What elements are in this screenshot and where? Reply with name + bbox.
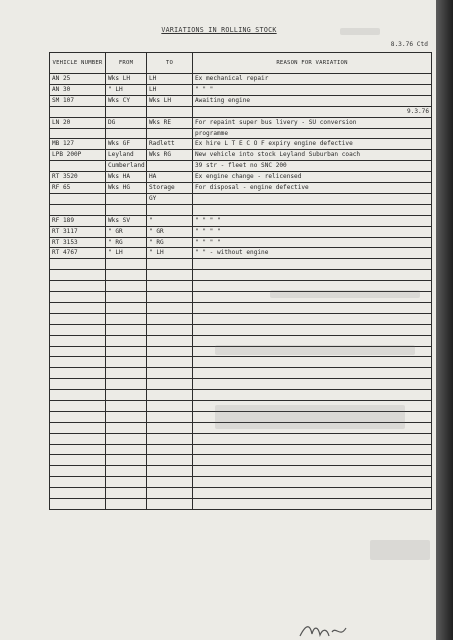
cell-reason: " " " " bbox=[193, 226, 432, 237]
cell-reason: " " - without engine bbox=[193, 248, 432, 259]
table-row-empty bbox=[50, 368, 432, 379]
table-row bbox=[50, 128, 432, 139]
cell-from: DG bbox=[106, 117, 147, 128]
table-row bbox=[50, 117, 432, 128]
cell-vehicle-number: LN 20 bbox=[50, 117, 106, 128]
cell-from bbox=[106, 193, 147, 204]
cell-reason bbox=[193, 444, 432, 455]
table-row-empty bbox=[50, 270, 432, 281]
cell-vehicle-number: RT 3117 bbox=[50, 226, 106, 237]
table-row bbox=[50, 237, 432, 248]
table-row bbox=[50, 248, 432, 259]
cell-from bbox=[106, 281, 147, 292]
cell-to: LH bbox=[147, 74, 193, 85]
cell-vehicle-number bbox=[50, 335, 106, 346]
table-row-empty bbox=[50, 488, 432, 499]
table-row-empty bbox=[50, 477, 432, 488]
cell-reason bbox=[193, 455, 432, 466]
cell-vehicle-number bbox=[50, 204, 106, 215]
cell-reason bbox=[193, 368, 432, 379]
cell-reason: " " " " bbox=[193, 237, 432, 248]
cell-from: Wks SV bbox=[106, 215, 147, 226]
cell-reason: Ex engine change - relicensed bbox=[193, 172, 432, 183]
cell-to: " LH bbox=[147, 248, 193, 259]
cell-to bbox=[147, 292, 193, 303]
cell-vehicle-number bbox=[50, 433, 106, 444]
cell-vehicle-number bbox=[50, 292, 106, 303]
cell-to bbox=[147, 204, 193, 215]
table-row-empty bbox=[50, 390, 432, 401]
header-from: FROM bbox=[106, 53, 147, 74]
cell-vehicle-number bbox=[50, 488, 106, 499]
document-date: 8.3.76 Ctd bbox=[390, 41, 428, 48]
cell-vehicle-number bbox=[50, 400, 106, 411]
cell-vehicle-number: MB 127 bbox=[50, 139, 106, 150]
cell-vehicle-number: RT 4767 bbox=[50, 248, 106, 259]
document-title: VARIATIONS IN ROLLING STOCK bbox=[161, 26, 277, 34]
table-row-empty bbox=[50, 444, 432, 455]
cell-from: Wks CY bbox=[106, 95, 147, 106]
cell-vehicle-number bbox=[50, 444, 106, 455]
table-row bbox=[50, 226, 432, 237]
cell-vehicle-number bbox=[50, 128, 106, 139]
cell-to bbox=[147, 411, 193, 422]
cell-reason bbox=[193, 259, 432, 270]
cell-reason: 39 str - fleet no SNC 200 bbox=[193, 161, 432, 172]
cell-reason: For disposal - engine defective bbox=[193, 183, 432, 194]
cell-from: Cumberland bbox=[106, 161, 147, 172]
cell-reason: Ex hire L T E C O F expiry engine defective bbox=[193, 139, 432, 150]
cell-from bbox=[106, 379, 147, 390]
cell-vehicle-number bbox=[50, 106, 106, 117]
cell-from bbox=[106, 313, 147, 324]
table-row-empty bbox=[50, 498, 432, 509]
cell-to bbox=[147, 346, 193, 357]
cell-from: Leyland bbox=[106, 150, 147, 161]
cell-to: Wks RE bbox=[147, 117, 193, 128]
table-row bbox=[50, 215, 432, 226]
cell-vehicle-number bbox=[50, 357, 106, 368]
cell-from: " GR bbox=[106, 226, 147, 237]
cell-from: Wks HA bbox=[106, 172, 147, 183]
cell-from bbox=[106, 368, 147, 379]
table-row bbox=[50, 161, 432, 172]
cell-from bbox=[106, 292, 147, 303]
header-vehicle-number: VEHICLE NUMBER bbox=[50, 53, 106, 74]
cell-to: Storage bbox=[147, 183, 193, 194]
header-to: TO bbox=[147, 53, 193, 74]
cell-to bbox=[147, 302, 193, 313]
cell-vehicle-number bbox=[50, 466, 106, 477]
cell-to: HA bbox=[147, 172, 193, 183]
cell-to bbox=[147, 281, 193, 292]
cell-reason bbox=[193, 313, 432, 324]
cell-vehicle-number bbox=[50, 390, 106, 401]
cell-from bbox=[106, 488, 147, 499]
cell-vehicle-number bbox=[50, 281, 106, 292]
cell-to: Wks RG bbox=[147, 150, 193, 161]
cell-from: " LH bbox=[106, 248, 147, 259]
smudge bbox=[270, 290, 420, 298]
cell-vehicle-number: RF 189 bbox=[50, 215, 106, 226]
cell-reason: " " " " bbox=[193, 215, 432, 226]
table-row-empty bbox=[50, 324, 432, 335]
cell-from bbox=[106, 302, 147, 313]
cell-to: LH bbox=[147, 84, 193, 95]
cell-from bbox=[106, 346, 147, 357]
cell-from bbox=[106, 422, 147, 433]
cell-to: " bbox=[147, 215, 193, 226]
cell-to bbox=[147, 259, 193, 270]
cell-reason: programme bbox=[193, 128, 432, 139]
cell-to bbox=[147, 161, 193, 172]
table-row bbox=[50, 193, 432, 204]
cell-to bbox=[147, 498, 193, 509]
cell-from bbox=[106, 498, 147, 509]
cell-from bbox=[106, 335, 147, 346]
table-row bbox=[50, 106, 432, 117]
cell-from bbox=[106, 400, 147, 411]
cell-vehicle-number bbox=[50, 411, 106, 422]
cell-from bbox=[106, 433, 147, 444]
smudge bbox=[370, 540, 430, 560]
table-row bbox=[50, 74, 432, 85]
cell-to: Radlett bbox=[147, 139, 193, 150]
cell-vehicle-number bbox=[50, 455, 106, 466]
cell-to bbox=[147, 488, 193, 499]
table-row bbox=[50, 139, 432, 150]
cell-to: " GR bbox=[147, 226, 193, 237]
cell-vehicle-number bbox=[50, 313, 106, 324]
cell-to bbox=[147, 379, 193, 390]
cell-vehicle-number: AN 30 bbox=[50, 84, 106, 95]
cell-reason bbox=[193, 488, 432, 499]
cell-to bbox=[147, 313, 193, 324]
cell-reason bbox=[193, 302, 432, 313]
table-row-empty bbox=[50, 466, 432, 477]
cell-to bbox=[147, 400, 193, 411]
cell-vehicle-number: RT 3520 bbox=[50, 172, 106, 183]
cell-reason: Awaiting engine bbox=[193, 95, 432, 106]
cell-from bbox=[106, 444, 147, 455]
rolling-stock-table bbox=[49, 52, 432, 510]
table-row bbox=[50, 183, 432, 194]
table-row bbox=[50, 204, 432, 215]
table-row-empty bbox=[50, 357, 432, 368]
cell-from bbox=[106, 270, 147, 281]
cell-vehicle-number: RF 65 bbox=[50, 183, 106, 194]
cell-reason: For repaint super bus livery - SU conversion bbox=[193, 117, 432, 128]
cell-from bbox=[106, 455, 147, 466]
table-row bbox=[50, 95, 432, 106]
cell-vehicle-number: AN 25 bbox=[50, 74, 106, 85]
cell-vehicle-number bbox=[50, 498, 106, 509]
header-reason: REASON FOR VARIATION bbox=[193, 53, 432, 74]
cell-reason: Ex mechanical repair bbox=[193, 74, 432, 85]
signature-icon bbox=[296, 620, 356, 640]
cell-to: GY bbox=[147, 193, 193, 204]
cell-from bbox=[106, 204, 147, 215]
cell-from bbox=[106, 477, 147, 488]
cell-vehicle-number bbox=[50, 368, 106, 379]
table-header-row bbox=[50, 53, 432, 74]
cell-reason bbox=[193, 270, 432, 281]
cell-reason: New vehicle into stock Leyland Suburban coach bbox=[193, 150, 432, 161]
cell-from bbox=[106, 357, 147, 368]
cell-from: Wks LH bbox=[106, 74, 147, 85]
cell-vehicle-number bbox=[50, 477, 106, 488]
cell-to bbox=[147, 433, 193, 444]
cell-from: " RG bbox=[106, 237, 147, 248]
cell-to bbox=[147, 106, 193, 117]
cell-reason bbox=[193, 466, 432, 477]
cell-vehicle-number: RT 3153 bbox=[50, 237, 106, 248]
cell-to bbox=[147, 444, 193, 455]
cell-reason: " " " bbox=[193, 84, 432, 95]
cell-vehicle-number bbox=[50, 346, 106, 357]
table-row-empty bbox=[50, 379, 432, 390]
table-row-empty bbox=[50, 302, 432, 313]
table-row bbox=[50, 150, 432, 161]
cell-reason bbox=[193, 379, 432, 390]
table-row bbox=[50, 172, 432, 183]
table-row-empty bbox=[50, 455, 432, 466]
cell-to bbox=[147, 477, 193, 488]
scan-edge bbox=[436, 0, 453, 640]
cell-to bbox=[147, 324, 193, 335]
cell-from bbox=[106, 259, 147, 270]
cell-vehicle-number: SM 107 bbox=[50, 95, 106, 106]
cell-reason bbox=[193, 477, 432, 488]
cell-from bbox=[106, 466, 147, 477]
cell-to bbox=[147, 335, 193, 346]
cell-reason bbox=[193, 390, 432, 401]
cell-to: Wks LH bbox=[147, 95, 193, 106]
smudge bbox=[340, 28, 380, 35]
smudge bbox=[215, 405, 405, 429]
cell-from bbox=[106, 411, 147, 422]
cell-reason bbox=[193, 324, 432, 335]
cell-vehicle-number bbox=[50, 302, 106, 313]
cell-vehicle-number bbox=[50, 161, 106, 172]
smudge bbox=[215, 345, 415, 355]
cell-to bbox=[147, 270, 193, 281]
table-row bbox=[50, 84, 432, 95]
cell-to bbox=[147, 390, 193, 401]
cell-vehicle-number bbox=[50, 379, 106, 390]
cell-from: Wks GF bbox=[106, 139, 147, 150]
cell-from bbox=[106, 324, 147, 335]
cell-vehicle-number bbox=[50, 259, 106, 270]
cell-reason bbox=[193, 433, 432, 444]
cell-from: " LH bbox=[106, 84, 147, 95]
cell-vehicle-number bbox=[50, 270, 106, 281]
table-row-empty bbox=[50, 259, 432, 270]
table-row-empty bbox=[50, 433, 432, 444]
table-row-empty bbox=[50, 313, 432, 324]
cell-vehicle-number bbox=[50, 422, 106, 433]
cell-vehicle-number: LPB 200P bbox=[50, 150, 106, 161]
cell-from: Wks HG bbox=[106, 183, 147, 194]
cell-to bbox=[147, 466, 193, 477]
cell-to bbox=[147, 455, 193, 466]
cell-to bbox=[147, 128, 193, 139]
cell-reason bbox=[193, 498, 432, 509]
cell-vehicle-number bbox=[50, 193, 106, 204]
cell-from bbox=[106, 106, 147, 117]
cell-to bbox=[147, 422, 193, 433]
cell-vehicle-number bbox=[50, 324, 106, 335]
cell-reason: 9.3.76 bbox=[193, 106, 432, 117]
cell-reason bbox=[193, 193, 432, 204]
cell-to bbox=[147, 368, 193, 379]
cell-to: " RG bbox=[147, 237, 193, 248]
cell-from bbox=[106, 128, 147, 139]
cell-reason bbox=[193, 357, 432, 368]
cell-to bbox=[147, 357, 193, 368]
cell-reason bbox=[193, 204, 432, 215]
cell-from bbox=[106, 390, 147, 401]
